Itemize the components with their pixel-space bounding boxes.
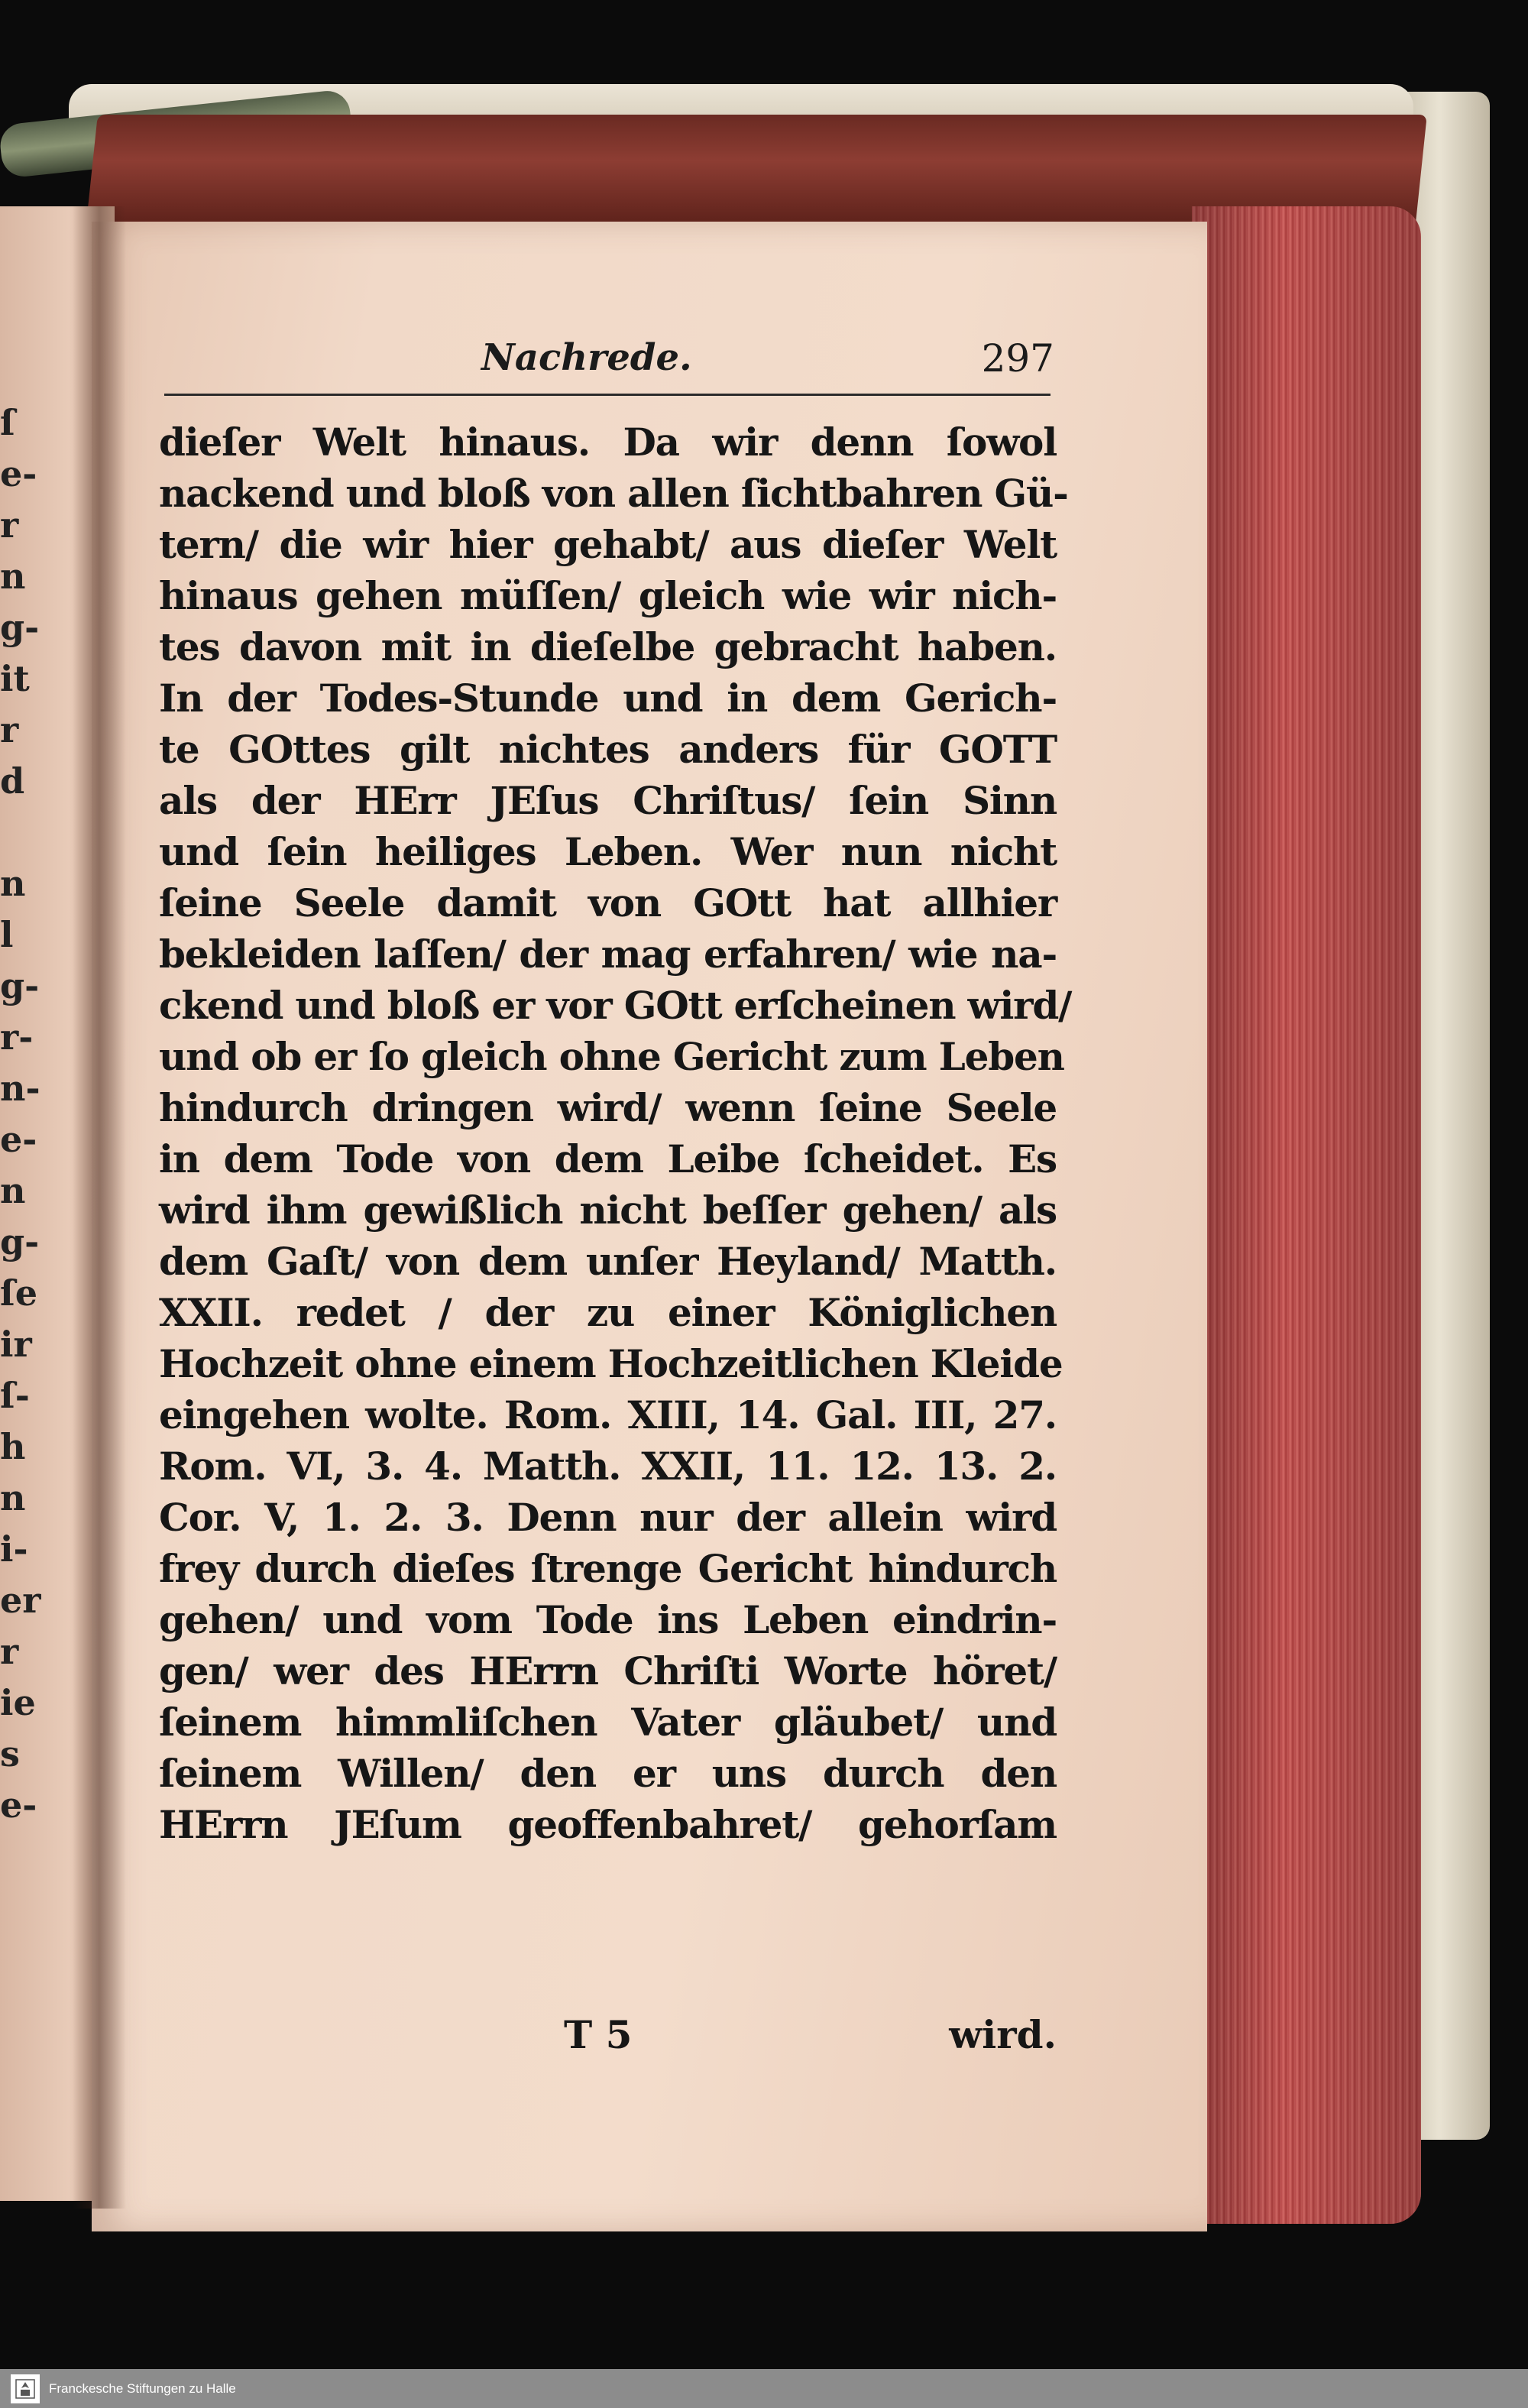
left-page-fragment: r <box>0 504 19 546</box>
text-line: gehen/ und vom Tode ins Leben eindrin- <box>159 1597 1057 1642</box>
page-gutter <box>73 206 126 2209</box>
text-line: tern/ die wir hier gehabt/ aus dieſer Welt <box>159 522 1057 567</box>
text-line: in dem Tode von dem Leibe ſcheidet. Es <box>159 1136 1057 1181</box>
left-page-text-fragments <box>0 397 41 1831</box>
catchword: wird. <box>949 2012 1057 2057</box>
left-page-fragment: e- <box>0 453 37 494</box>
text-line: In der Todes-Stunde und in dem Gerich- <box>159 676 1057 721</box>
footer-institution: Franckesche Stiftungen zu Halle <box>49 2380 236 2396</box>
page-number: 297 <box>981 336 1054 381</box>
left-page-fragment: l <box>0 914 14 955</box>
left-page-fragment: ſ <box>0 402 15 443</box>
left-page-fragment: er <box>0 1580 41 1621</box>
text-line: wird ihm gewißlich nicht beſſer gehen/ als <box>159 1188 1057 1233</box>
left-page-fragment: r <box>0 1631 19 1672</box>
left-page-fragment: d <box>0 760 25 802</box>
left-page-fragment: g- <box>0 1221 40 1262</box>
left-page-fragment: g- <box>0 965 40 1006</box>
footer-bar <box>0 2369 1528 2408</box>
running-title: Nachrede. <box>481 336 692 379</box>
left-page-fragment: ie <box>0 1682 36 1723</box>
text-line: bekleiden laſſen/ der mag erfahren/ wie na- <box>159 932 1057 977</box>
text-line: ckend und bloß er vor GOtt erſcheinen wird/ <box>159 983 1072 1028</box>
text-line: als der HErr JEſus Chriſtus/ ſein Sinn <box>159 778 1057 823</box>
text-line: Cor. V, 1. 2. 3. Denn nur der allein wird <box>159 1495 1057 1540</box>
left-page-fragment: r <box>0 709 19 750</box>
text-line: te GOttes gilt nichtes anders für GOTT <box>159 727 1057 772</box>
text-line: dieſer Welt hinaus. Da wir denn ſowol <box>159 420 1057 465</box>
left-page-fragment <box>0 807 31 858</box>
left-page-fragment: n <box>0 1477 26 1518</box>
left-page-fragment: i- <box>0 1528 28 1570</box>
text-line: ſeinem Willen/ den er uns durch den <box>159 1751 1057 1796</box>
text-line: hindurch dringen wird/ wenn ſeine Seele <box>159 1085 1057 1130</box>
text-line: und ſein heiliges Leben. Wer nun nicht <box>159 829 1057 874</box>
page-foot-line <box>159 2009 1057 2060</box>
left-page-fragment: ir <box>0 1324 32 1365</box>
text-line: Rom. VI, 3. 4. Matth. XXII, 11. 12. 13. 2. <box>159 1444 1057 1489</box>
text-line: HErrn JEſum geoffenbahret/ gehorſam <box>159 1802 1057 1847</box>
fore-edge-shadow <box>1192 206 1421 2224</box>
left-page-fragment: ſ- <box>0 1375 30 1416</box>
left-page-fragment: n- <box>0 1068 40 1109</box>
left-page-fragment: s <box>0 1733 20 1774</box>
left-page-fragment: it <box>0 658 30 699</box>
left-page-fragment: e- <box>0 1119 37 1160</box>
left-page-fragment: n <box>0 556 26 597</box>
text-line: nackend und bloß von allen ſichtbahren Gü- <box>159 471 1068 516</box>
left-page-fragment: r- <box>0 1016 34 1058</box>
text-line: eingehen wolte. Rom. XIII, 14. Gal. III, 27. <box>159 1392 1057 1437</box>
running-head-rule <box>164 394 1050 396</box>
text-line: frey durch dieſes ſtrenge Gericht hindurch <box>159 1546 1057 1591</box>
running-head <box>160 336 1054 390</box>
text-line: und ob er ſo gleich ohne Gericht zum Leben <box>159 1034 1064 1079</box>
text-line: ſeine Seele damit von GOtt hat allhier <box>159 880 1057 925</box>
text-line: dem Gaſt/ von dem unſer Heyland/ Matth. <box>159 1239 1057 1284</box>
signature-mark: T 5 <box>564 2012 633 2057</box>
institution-logo-icon <box>11 2374 40 2403</box>
left-page-fragment: e- <box>0 1784 37 1826</box>
text-line: hinaus gehen müſſen/ gleich wie wir nich- <box>159 573 1057 618</box>
left-page-fragment: g- <box>0 607 40 648</box>
left-page-fragment: h <box>0 1426 26 1467</box>
left-page-fragment: n <box>0 1170 26 1211</box>
text-line: tes davon mit in dieſelbe gebracht haben. <box>159 624 1057 669</box>
body-text <box>159 416 1072 1850</box>
left-page-fragment: ſe <box>0 1272 38 1314</box>
text-line: gen/ wer des HErrn Chriſti Worte höret/ <box>159 1648 1057 1693</box>
text-line: Hochzeit ohne einem Hochzeitlichen Kleide <box>159 1341 1063 1386</box>
text-line: XXII. redet / der zu einer Königlichen <box>159 1290 1057 1335</box>
text-line: ſeinem himmliſchen Vater gläubet/ und <box>159 1700 1057 1745</box>
left-page-fragment: n <box>0 863 26 904</box>
